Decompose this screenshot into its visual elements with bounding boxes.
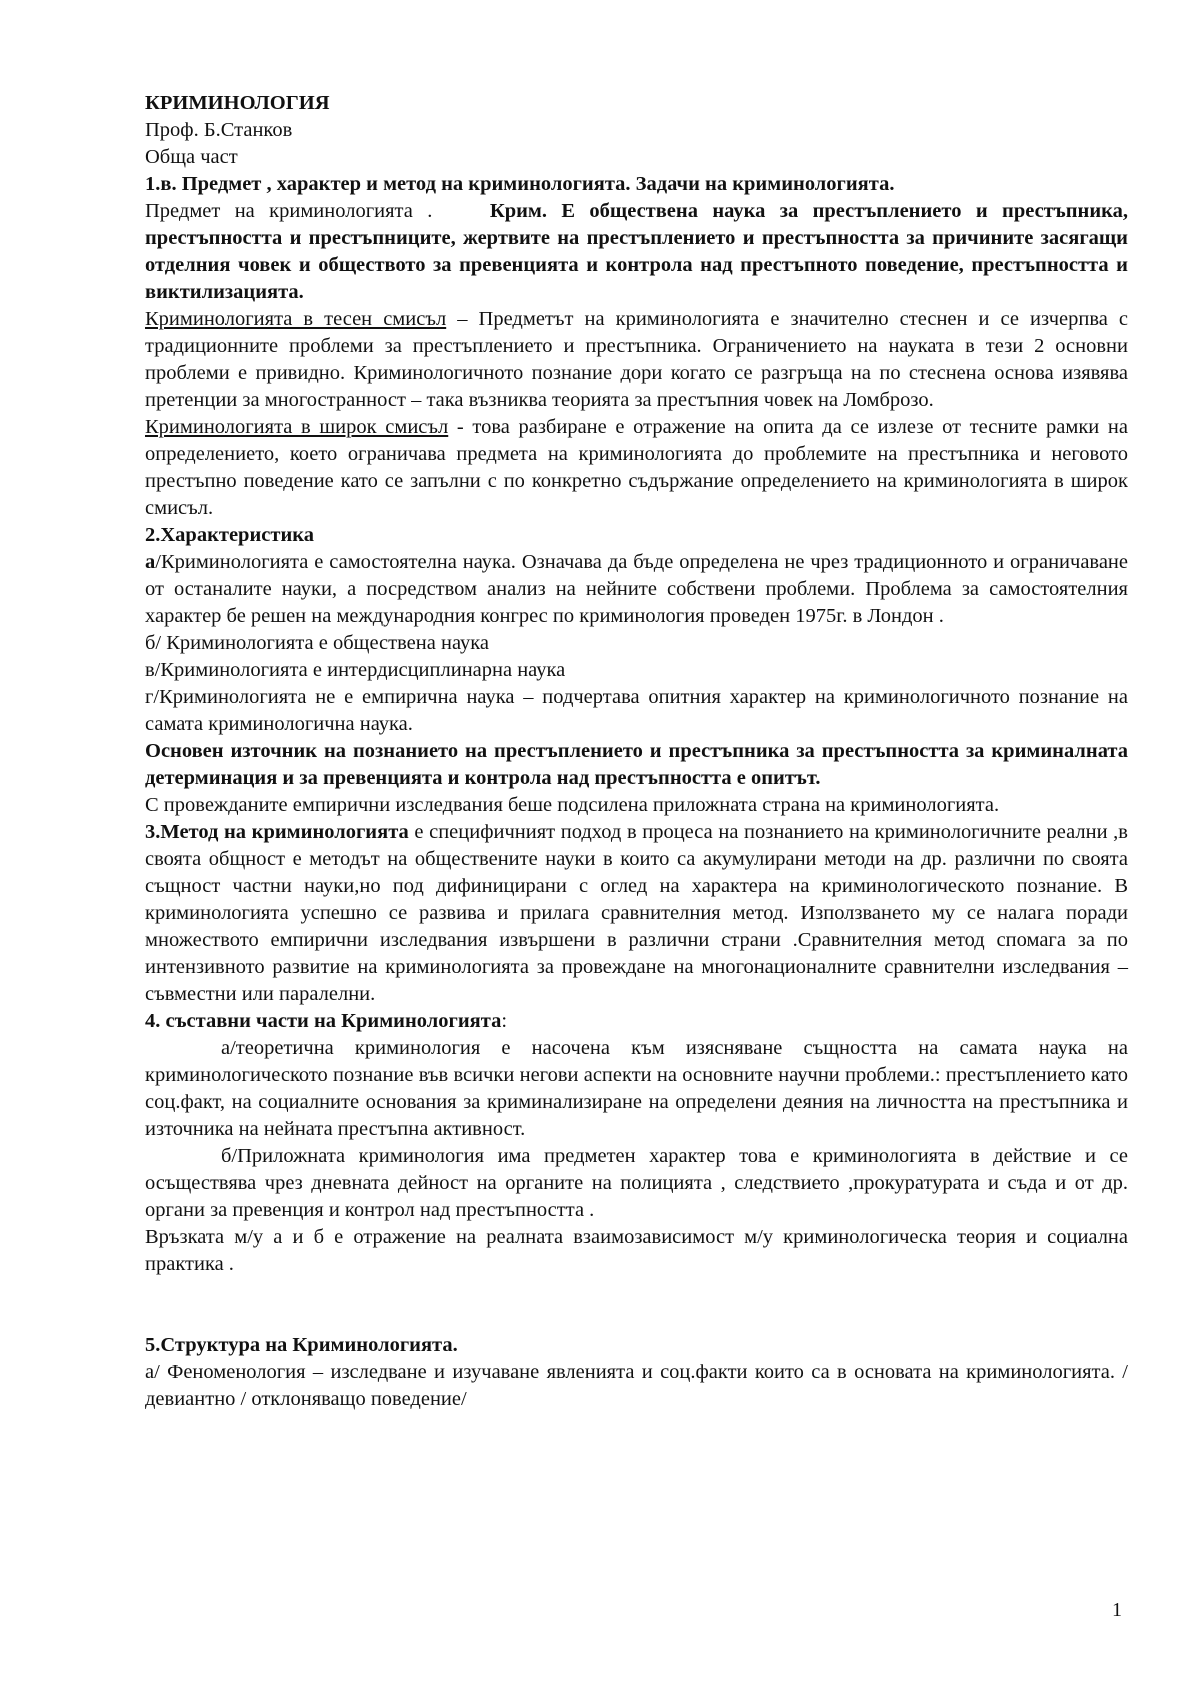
section-3-heading: 3.Метод на криминологията	[145, 821, 409, 843]
characteristic-b: б/ Криминологията е обществена наука	[145, 632, 489, 654]
characteristic-a-mark: а	[145, 551, 156, 573]
experience-statement: Основен източник на познанието на престъплението и престъпника за престъпността за криминалната детерминация и за превенцията и контрола над престъпността е опитът.	[145, 740, 1128, 789]
method-paragraph	[145, 819, 1128, 1008]
empirical-paragraph: С провежданите емпирични изследвания беше подсилена приложната страна на криминологията.	[145, 794, 1000, 816]
method-text: е специфичният подход в процеса на познанието на криминологичните реални ,в своята общност е методът на обществените науки в които са акумулирани методи на др. различни по своята същност частни науки,но под дифиницирани с оглед на характера на криминологическото познание. В криминологията успешно се развива и прилага сравнителния метод. Използването му се налага поради множеството емпирични изследвания извършени в различни страни .Сравнителния метод спомага за по интензивното развитие на криминологията за провеждане на многонационалните сравнителни изследвания – съвместни или паралелни.	[145, 821, 1128, 1005]
narrow-sense-term: Криминологията в тесен смисъл	[145, 308, 447, 330]
narrow-sense-text: – Предметът на криминологията е значително стеснен и се изчерпва с традиционните проблеми за престъплението и престъпника. Ограничението на науката в тези 2 основни проблеми е привидно. Криминологичното познание дори когато се разгръща на по стеснена основа изявява претенции за многостранност – така възниква теорията за престъпния човек на Ломброзо.	[145, 308, 1128, 411]
narrow-sense-paragraph	[145, 306, 1128, 414]
section-1-heading: 1.в. Предмет , характер и метод на криминологията. Задачи на криминологията.	[145, 173, 895, 195]
section-5-heading: 5.Структура на Криминологията.	[145, 1334, 458, 1356]
theoretical-criminology-paragraph: а/теоретична криминология е насочена към изясняване същността на самата наука на криминологическото познание във всички негови аспекти на основните научни проблеми.: престъплението като соц.факт, на социалните основания за криминализиране на определени деяния на личността на престъпника и източника на нейната престъпна активност.	[145, 1037, 1128, 1140]
paragraph-gap	[145, 1278, 1128, 1332]
section-4-heading: 4. съставни части на Криминологията	[145, 1010, 502, 1032]
part-label: Обща част	[145, 146, 238, 168]
subject-paragraph	[145, 198, 1128, 306]
author-line: Проф. Б.Станков	[145, 119, 293, 141]
section-2-heading: 2.Характеристика	[145, 524, 315, 546]
characteristic-v: в/Криминологията е интердисциплинарна наука	[145, 659, 566, 681]
subject-lead: Предмет на криминологията .	[145, 200, 433, 222]
subject-definition: Крим. Е обществена наука за престъплението и престъпника, престъпността и престъпниците, жертвите на престъплението и престъпността за причините засягащи отделния човек и обществото за превенцията и контрола над престъпното поведение, престъпността и виктилизацията.	[145, 200, 1129, 303]
document-body	[145, 90, 1128, 1413]
page-number: 1	[1112, 1599, 1122, 1621]
characteristic-a	[145, 549, 1128, 630]
broad-sense-term: Криминологията в широк смисъл	[145, 416, 449, 438]
applied-criminology-paragraph: б/Приложната криминология има предметен характер това е криминологията в действие и се осъществява чрез дневната дейност на органите на полицията , следствието ,прокуратурата и съда и от др. органи за превенция и контрол над престъпността .	[145, 1145, 1128, 1221]
broad-sense-paragraph	[145, 414, 1128, 522]
phenomenology-paragraph: а/ Феноменология – изследване и изучаване явленията и соц.факти които са в основата на криминологията. / девиантно / отклоняващо поведение/	[145, 1361, 1128, 1410]
characteristic-g: г/Криминологията не е емпирична наука – подчертава опитния характер на криминологичното познание на самата криминологична наука.	[145, 686, 1128, 735]
section-4-heading-line	[145, 1008, 1128, 1035]
relationship-paragraph: Връзката м/у а и б е отражение на реалната взаимозависимост м/у криминологическа теория и социална практика .	[145, 1226, 1128, 1275]
characteristic-a-text: /Криминологията е самостоятелна наука. Означава да бъде определена не чрез традиционното и ограничаване от останалите науки, а посредством анализ на нейните собствени проблеми. Проблема за самостоятелния характер бе решен на международния конгрес по криминология проведен 1975г. в Лондон .	[145, 551, 1128, 627]
document-title: КРИМИНОЛОГИЯ	[145, 92, 330, 114]
broad-sense-text: - това разбиране е отражение на опита да се излезе от тесните рамки на определението, което ограничава предмета на криминологията до проблемите на престъпника и неговото престъпно поведение като се запълни с по конкретно съдържание определението на криминологията в широк смисъл.	[145, 416, 1128, 519]
section-4-colon: :	[501, 1010, 508, 1032]
